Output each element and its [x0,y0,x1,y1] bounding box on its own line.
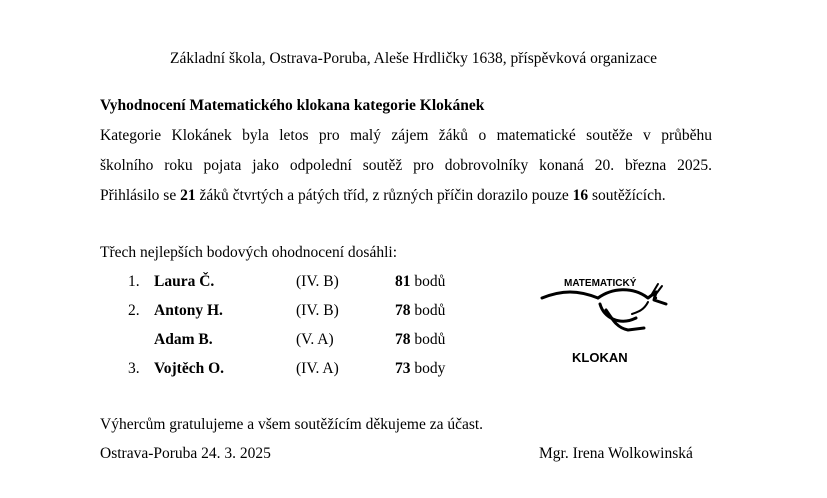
result-rank: 3. [128,360,140,377]
school-header: Základní škola, Ostrava-Poruba, Aleše Hrdličky 1638, příspěvková organizace [170,50,657,67]
result-points: 78 [395,302,411,319]
paragraph-text: Přihlásilo se [100,187,181,204]
result-row [0,273,827,295]
result-name: Antony H. [154,302,223,319]
result-row [0,302,827,324]
closing-text: Výhercům gratulujeme a všem soutěžícím děkujeme za účast. [100,416,484,433]
result-points: 73 [395,360,411,377]
result-class: (IV. A) [296,360,339,377]
result-score [395,302,445,320]
attended-count: 16 [572,187,589,204]
place-date: Ostrava-Poruba 24. 3. 2025 [100,445,271,462]
paragraph-text: žáků čtvrtých a pátých tříd, z různých příčin dorazilo pouze [195,187,573,204]
result-class: (V. A) [296,331,334,348]
result-rank: 1. [128,273,140,290]
result-class: (IV. B) [296,273,339,290]
result-unit: bodů [410,331,446,348]
klokan-logo [540,270,670,370]
registered-count: 21 [180,187,196,204]
result-unit: body [410,360,446,377]
result-unit: bodů [410,302,446,319]
result-class: (IV. B) [296,302,339,319]
result-unit: bodů [410,273,446,290]
paragraph-text: soutěžících. [588,187,666,204]
result-points: 78 [395,331,411,348]
paragraph-line-1: Kategorie Klokánek byla letos pro malý zájem žáků o matematické soutěže v průběhu [100,127,712,144]
result-points: 81 [395,273,411,290]
result-score [395,360,445,378]
result-name: Vojtěch O. [154,360,225,377]
result-name: Laura Č. [154,273,215,290]
result-row [0,331,827,353]
result-row [0,360,827,382]
result-rank: 2. [128,302,140,319]
logo-top-text: MATEMATICKÝ [564,278,637,289]
result-score [395,331,445,349]
result-score [395,273,445,291]
results-intro: Třech nejlepších bodových ohodnocení dosáhli: [100,244,398,261]
result-name: Adam B. [154,331,213,348]
document-title: Vyhodnocení Matematického klokana kategorie Klokánek [100,97,485,114]
signature: Mgr. Irena Wolkowinská [539,445,693,462]
kangaroo-icon [542,284,666,330]
logo-bottom-text: KLOKAN [572,350,628,365]
paragraph-line-3 [100,187,712,205]
paragraph-line-2: školního roku pojata jako odpolední soutěž pro dobrovolníky konaná 20. března 2025. [100,157,712,174]
